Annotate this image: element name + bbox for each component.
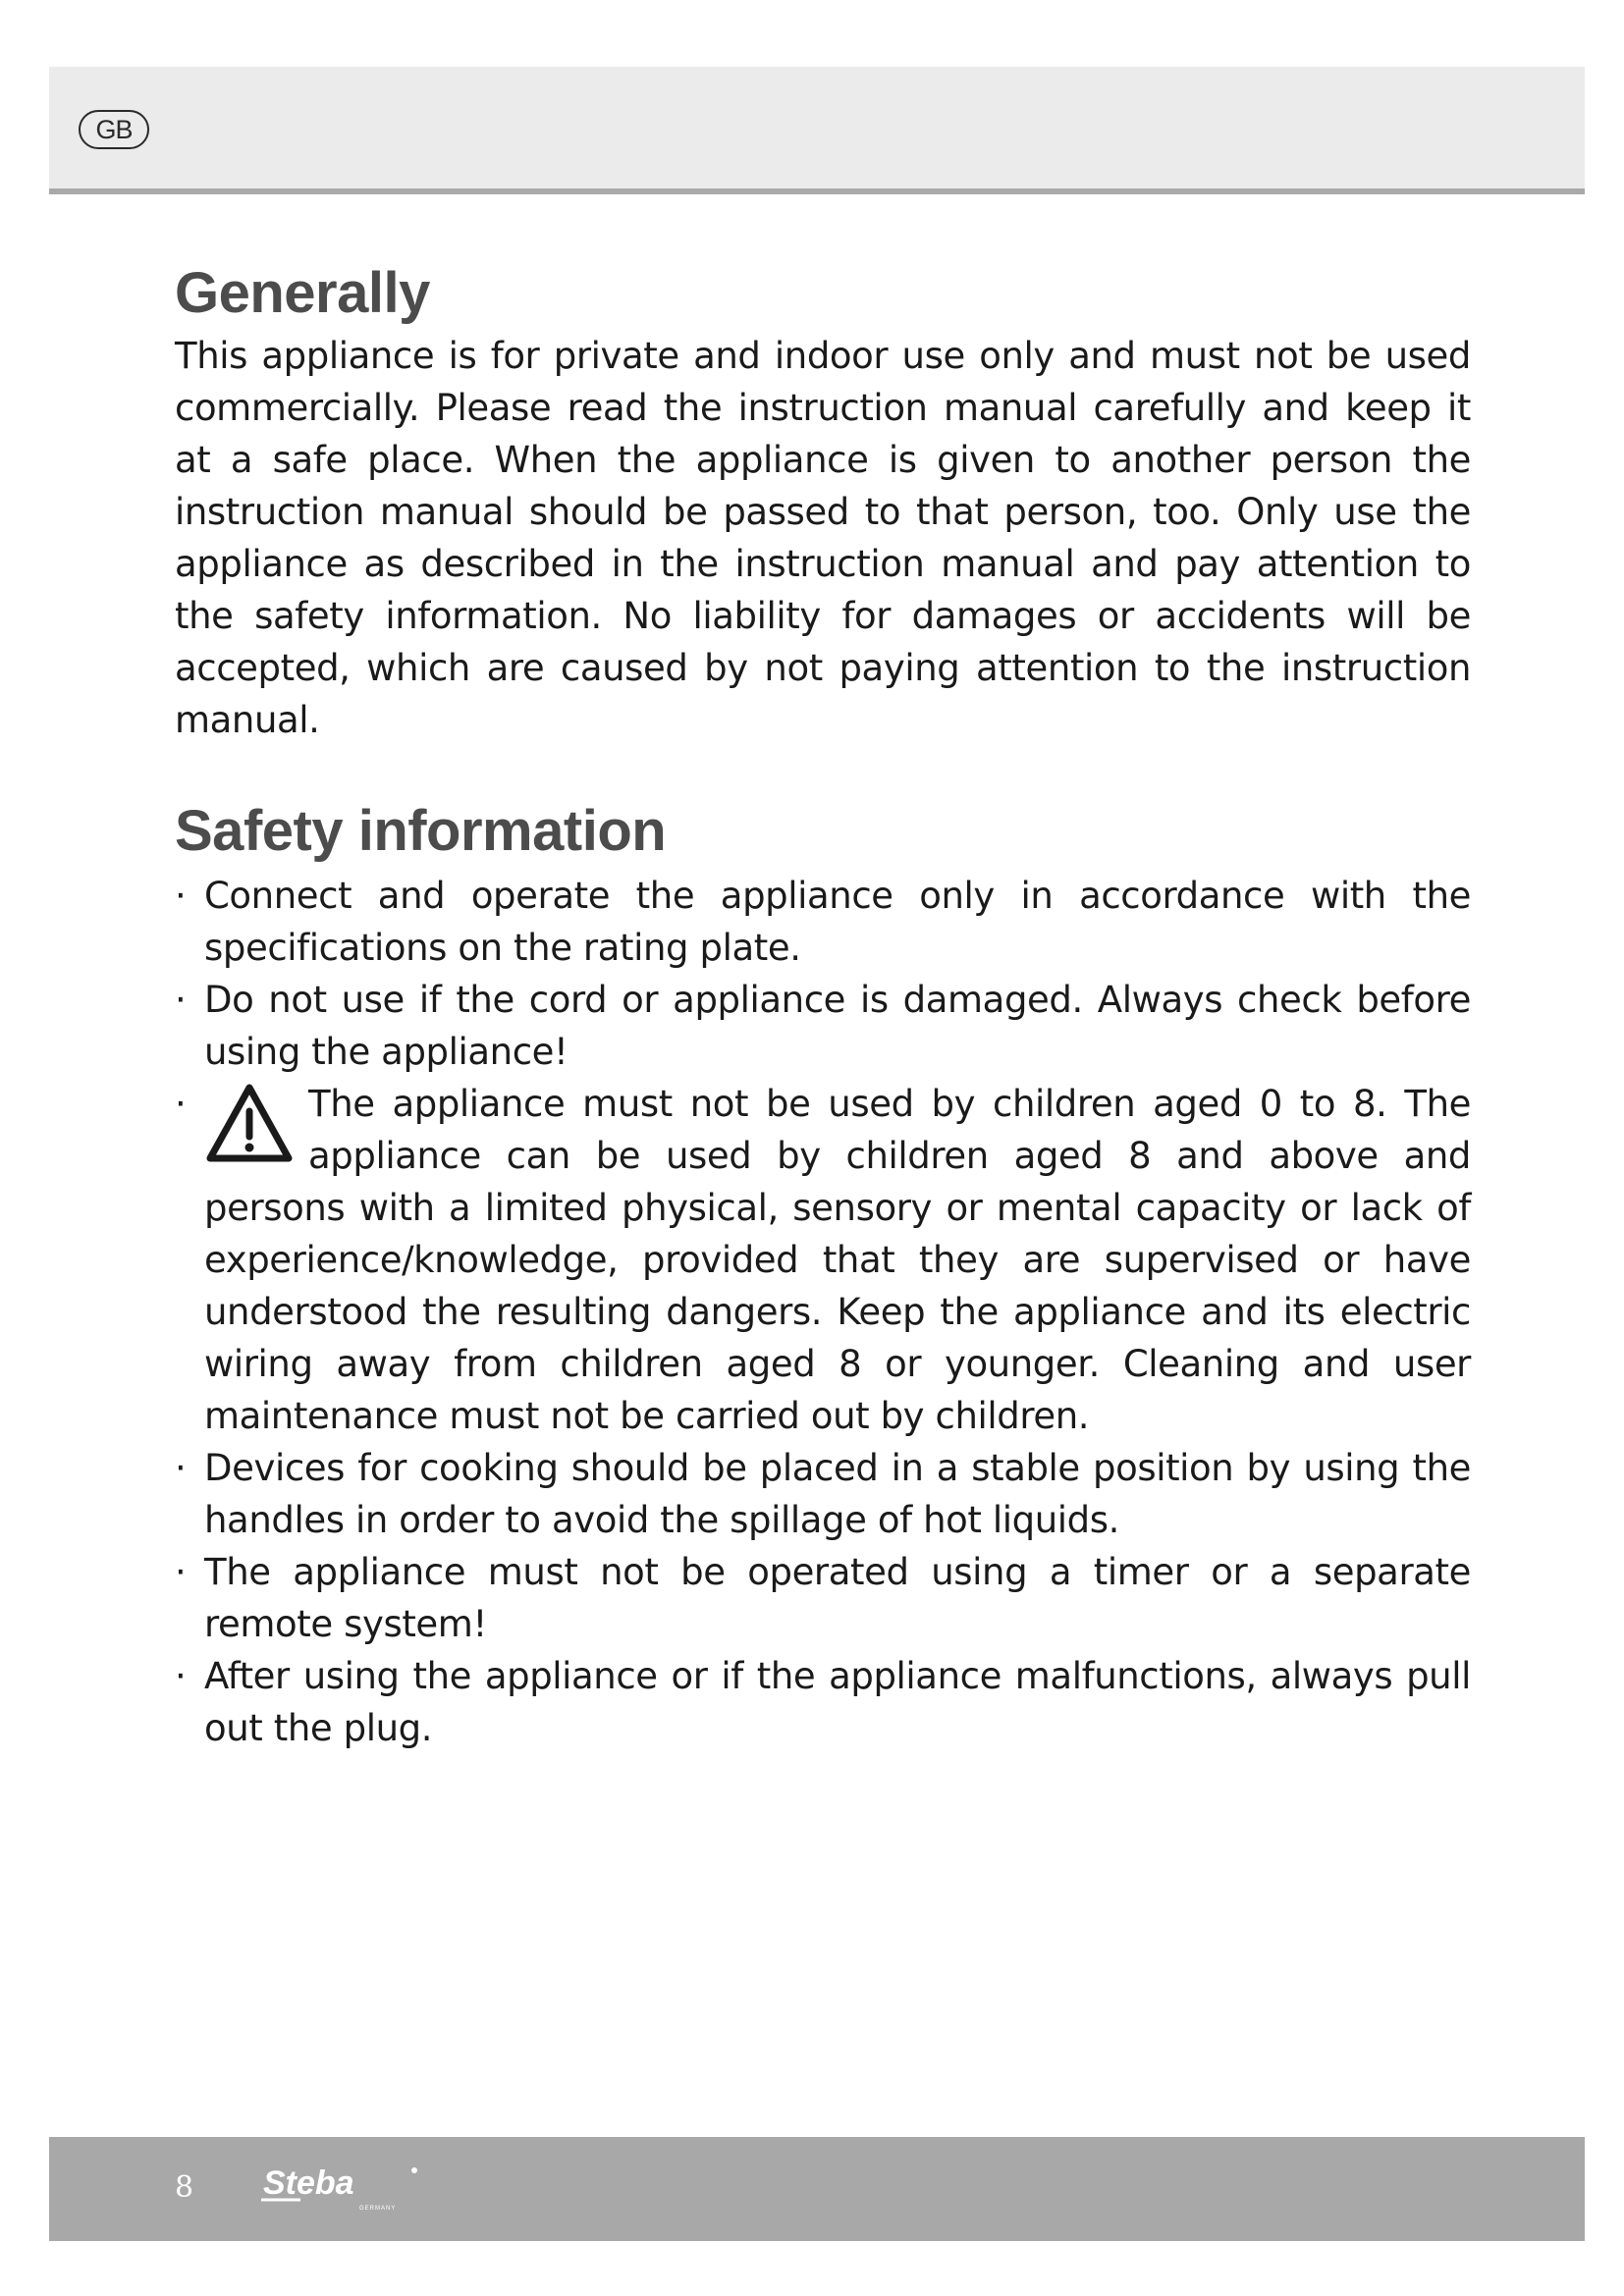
page-content bbox=[175, 261, 1471, 1754]
heading-safety-information: Safety information bbox=[175, 799, 667, 863]
safety-item bbox=[175, 1650, 1471, 1754]
generally-paragraph: This appliance is for private and indoor use only and must not be used commercially. Please read the instruction manual carefully and keep it at a safe place. When the appliance is given to another person the instruction manual should be passed to that person, too. Only use the appliance as described in the instruction manual and pay attention to the safety information. No liability for damages or accidents will be accepted, which are caused by not paying attention to the instruction manual. bbox=[175, 335, 1471, 741]
safety-item bbox=[175, 974, 1471, 1078]
heading-generally: Generally bbox=[175, 261, 430, 325]
language-badge: GB bbox=[79, 110, 149, 149]
bullet-dot: · bbox=[175, 979, 187, 1021]
brand-name: Steba bbox=[263, 2164, 354, 2202]
safety-item bbox=[175, 1546, 1471, 1650]
page-header bbox=[49, 67, 1585, 194]
safety-item-text: Devices for cooking should be placed in a stable position by using the handles in order to avoid the spillage of hot liquids. bbox=[204, 1447, 1471, 1541]
page-footer bbox=[49, 2137, 1585, 2241]
section-safety-information bbox=[175, 799, 1471, 1754]
safety-item-text: Connect and operate the appliance only in accordance with the specifications on the rating plate. bbox=[204, 875, 1471, 969]
bullet-dot: · bbox=[175, 1551, 187, 1593]
page-number: 8 bbox=[175, 2170, 194, 2205]
safety-item-text: The appliance must not be operated using a timer or a separate remote system! bbox=[204, 1551, 1471, 1645]
warning-triangle-icon bbox=[204, 1082, 295, 1166]
steba-logo bbox=[257, 2161, 424, 2216]
safety-item bbox=[175, 870, 1471, 974]
section-generally bbox=[175, 261, 1471, 746]
brand-sub: GERMANY bbox=[359, 2206, 397, 2212]
bullet-dot: · bbox=[175, 875, 187, 917]
safety-item-text: Do not use if the cord or appliance is damaged. Always check before using the appliance! bbox=[204, 979, 1471, 1073]
bullet-dot: · bbox=[175, 1655, 187, 1697]
bullet-dot: · bbox=[175, 1447, 187, 1489]
safety-item-text: The appliance must not be used by children aged 0 to 8. The appliance can be used by children aged 8 and above and persons with a limited physical, sensory or mental capacity or lack of experience/knowledge, provided that they are supervised or have understood the resulting dangers. Keep the appliance and its electric wiring away from children aged 8 or younger. Cleaning and user maintenance must not be carried out by children. bbox=[204, 1083, 1471, 1437]
safety-item-text: After using the appliance or if the appliance malfunctions, always pull out the plug. bbox=[204, 1655, 1471, 1749]
bullet-dot: · bbox=[175, 1083, 187, 1125]
safety-item bbox=[175, 1442, 1471, 1546]
safety-item-children-warning bbox=[175, 1078, 1471, 1442]
safety-list bbox=[175, 870, 1471, 1754]
